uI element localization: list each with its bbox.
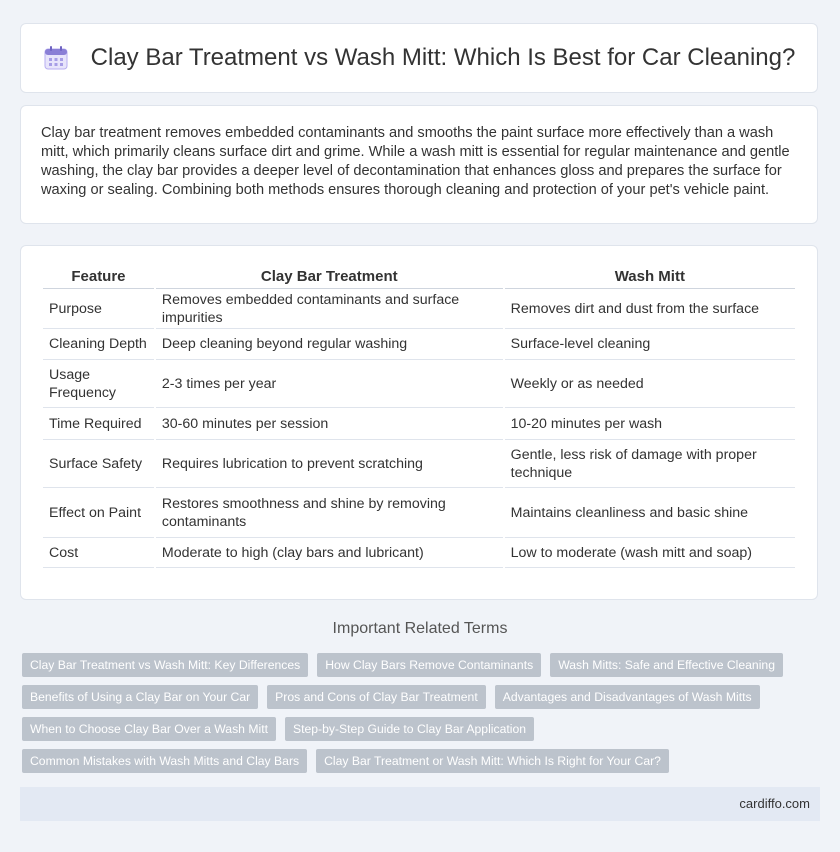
related-tags (22, 653, 822, 781)
footer-site-link[interactable]: cardiffo.com (739, 796, 810, 811)
row-wash-mitt: Surface-level cleaning (505, 329, 795, 360)
header-wash-mitt: Wash Mitt (505, 264, 795, 289)
header-clay-bar: Clay Bar Treatment (156, 264, 503, 289)
row-feature: Surface Safety (43, 440, 154, 488)
calendar-icon (43, 45, 69, 71)
related-tag[interactable]: Wash Mitts: Safe and Effective Cleaning (550, 653, 783, 677)
table-row (43, 488, 795, 538)
row-wash-mitt: Gentle, less risk of damage with proper technique (505, 440, 795, 488)
row-clay-bar: 2-3 times per year (156, 360, 503, 408)
row-wash-mitt: Removes dirt and dust from the surface (505, 289, 795, 329)
related-tag[interactable]: When to Choose Clay Bar Over a Wash Mitt (22, 717, 276, 741)
row-feature: Usage Frequency (43, 360, 154, 408)
related-tag[interactable]: Common Mistakes with Wash Mitts and Clay Bars (22, 749, 307, 773)
related-tag[interactable]: How Clay Bars Remove Contaminants (317, 653, 541, 677)
row-wash-mitt: 10-20 minutes per wash (505, 408, 795, 440)
table-row (43, 538, 795, 568)
related-tag[interactable]: Pros and Cons of Clay Bar Treatment (267, 685, 486, 709)
intro-card (20, 105, 818, 224)
row-clay-bar: Moderate to high (clay bars and lubricant) (156, 538, 503, 568)
row-clay-bar: Deep cleaning beyond regular washing (156, 329, 503, 360)
row-feature: Time Required (43, 408, 154, 440)
row-feature: Effect on Paint (43, 488, 154, 538)
row-wash-mitt: Weekly or as needed (505, 360, 795, 408)
related-tag[interactable]: Clay Bar Treatment or Wash Mitt: Which Is Right for Your Car? (316, 749, 669, 773)
table-row (43, 408, 795, 440)
row-clay-bar: Restores smoothness and shine by removing contaminants (156, 488, 503, 538)
row-clay-bar: Requires lubrication to prevent scratching (156, 440, 503, 488)
table-row (43, 329, 795, 360)
header-card (20, 23, 818, 93)
intro-paragraph: Clay bar treatment removes embedded contaminants and smooths the paint surface more effectively than a wash mitt, which primarily cleans surface dirt and grime. While a wash mitt is essential for regular maintenance and gentle washing, the clay bar provides a deeper level of decontamination that enhances gloss and prepares the surface for waxing or sealing. Combining both methods ensures thorough cleaning and protection of your pet's vehicle paint. (41, 125, 790, 198)
row-feature: Cost (43, 538, 154, 568)
table-row (43, 440, 795, 488)
related-tag[interactable]: Advantages and Disadvantages of Wash Mitts (495, 685, 760, 709)
row-wash-mitt: Maintains cleanliness and basic shine (505, 488, 795, 538)
row-clay-bar: 30-60 minutes per session (156, 408, 503, 440)
row-feature: Cleaning Depth (43, 329, 154, 360)
row-clay-bar: Removes embedded contaminants and surface impurities (156, 289, 503, 329)
table-row (43, 360, 795, 408)
related-tag[interactable]: Benefits of Using a Clay Bar on Your Car (22, 685, 258, 709)
comparison-card (20, 245, 818, 600)
row-wash-mitt: Low to moderate (wash mitt and soap) (505, 538, 795, 568)
comparison-table (41, 264, 797, 568)
footer (20, 787, 820, 821)
page-title: Clay Bar Treatment vs Wash Mitt: Which Is Best for Car Cleaning? (90, 44, 796, 71)
related-terms-title: Important Related Terms (332, 620, 508, 637)
header-feature: Feature (43, 264, 154, 289)
table-row (43, 289, 795, 329)
related-tag[interactable]: Step-by-Step Guide to Clay Bar Application (285, 717, 534, 741)
related-tag[interactable]: Clay Bar Treatment vs Wash Mitt: Key Differences (22, 653, 308, 677)
row-feature: Purpose (43, 289, 154, 329)
table-header-row (43, 264, 795, 289)
